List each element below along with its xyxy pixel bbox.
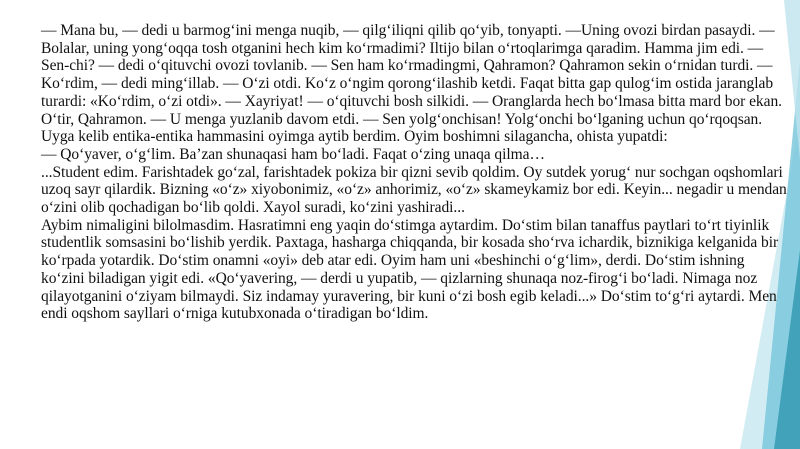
paragraph-2: — Qo‘yaver, o‘g‘lim. Ba’zan shunaqasi ham bo‘ladi. Faqat o‘zing unaqa qilma…	[41, 145, 545, 163]
paragraph-1: — Mana bu, — dedi u barmog‘ini menga nuqib, — qilg‘iliqni qilib qo‘yib, tonyapti. —Uning ovozi birdan pasaydi. — Bolalar, uning yong‘oqqa tosh otganini hech kim ko‘rmadimi? Iltijo bilan o‘rtoqlarimga qaradim. Hamma jim edi. — Sen-chi? — dedi o‘qituvchi ovozi tovlanib. — Sen ham ko‘rmadingmi, Qahramon? Qahramon sekin o‘rnidan turdi. — Ko‘rdim, — dedi ming‘illab. — O‘zi otdi. Ko‘z o‘ngim qorong‘ilashib ketdi. Faqat bitta gap qulog‘im ostida jaranglab turardi: «Ko‘rdim, o‘zi otdi». — Xayriyat! — o‘qituvchi bosh silkidi. — Oranglarda hech bo‘lmasa bitta mard bor ekan. O‘tir, Qahramon. — U menga yuzlanib davom etdi. — Sen yolg‘onchisan! Yolg‘onchi bo‘lganing uchun qo‘rqoqsan. Uyga kelib entika-entika hammasini oyimga aytib berdim. Oyim boshimni silagancha, ohista yupatdi:	[41, 22, 782, 146]
body-text	[41, 22, 789, 323]
paragraph-3: ...Student edim. Farishtadek go‘zal, farishtadek pokiza bir qizni sevib qoldim. Oy sutdek yorug‘ nur sochgan oqshomlari uzoq sayr qilardik. Bizning «o‘z» xiyobonimiz, «o‘z» anhorimiz, «o‘z» skameykamiz bor edi. Keyin... negadir u mendan o‘zini olib qochadigan bo‘lib qoldi. Xayol suradi, ko‘zini yashiradi...	[41, 163, 787, 217]
paragraph-4: Aybim nimaligini bilolmasdim. Hasratimni eng yaqin do‘stimga aytardim. Do‘stim bilan tanaffus paytlari to‘rt tiyinlik studentlik somsasini bo‘lishib yerdik. Paxtaga, hasharga chiqqanda, bir kosada sho‘rva ichardik, biznikiga kelganida bir ko‘rpada yotardik. Do‘stim onamni «oyi» deb atar edi. Oyim ham uni «beshinchi o‘g‘lim», derdi. Do‘stim ishning ko‘zini biladigan yigit edi. «Qo‘yavering, — derdi u yupatib, — qizlarning shunaqa noz-firog‘i bo‘ladi. Nimaga noz qilayotganini o‘ziyam bilmaydi. Siz indamay yuravering, bir kuni o‘zi bosh egib keladi...» Do‘stim to‘g‘ri aytardi. Men endi oqshom sayllari o‘rniga kutubxonada o‘tiradigan bo‘ldim.	[41, 216, 779, 323]
